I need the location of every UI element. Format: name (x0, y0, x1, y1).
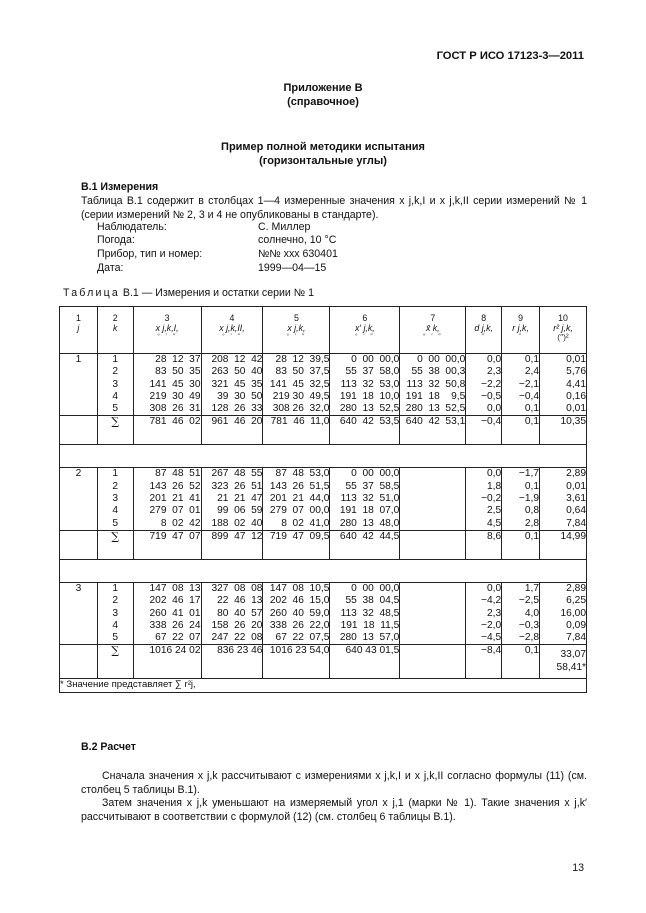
measurements-table (59, 306, 587, 693)
table-sum-row: ∑ 1016 24 02 836 23 46 1016 23 54,0 640 43 01,5 −8,4 0,1 33,07 58,41* (60, 645, 587, 679)
field-value: №№ xxx 630401 (258, 248, 338, 260)
field-label: Наблюдатель: (97, 221, 167, 233)
page-number: 13 (572, 862, 584, 874)
table-note: * Значение представляет ∑ r²j, (60, 679, 587, 692)
table-header-row (60, 307, 587, 354)
annex-heading (0, 82, 646, 110)
header-col-10: 10 r² j,k, (″)² (540, 307, 587, 354)
field-label: Прибор, тип и номер: (97, 248, 203, 260)
annex-title: Приложение В (283, 82, 363, 94)
header-col-7: 7 x̄ k, ° ′ ″ (400, 307, 466, 354)
section-b2-title: В.2 Расчет (81, 741, 136, 753)
table-caption-prefix: Таблица (63, 287, 120, 299)
header-col-4: 4 x j,k,II, ° ′ ″ (201, 307, 263, 354)
header-col-6: 6 x′ j,k, ° ′ ″ (330, 307, 400, 354)
header-col-1: 1 j (60, 307, 98, 354)
header-col-5: 5 x j,k, ° ′ ″ (263, 307, 330, 354)
section-b1-intro: Таблица В.1 содержит в столбцах 1—4 измеренные значения x j,k,I и x j,k,II серии измерений № 1 (серии измерений № 2, 3 и 4 не опубликованы в стандарте). (81, 195, 587, 221)
table-row: 3 1 2 3 4 5 147 08 13 202 46 17 260 41 01 338 26 24 67 22 07 327 08 08 22 46 13 80 40 57 158 26 20 247 22 08 147 08 10,5 202 46 15,0 260 40 59,0 338 26 22,0 67 22 07,5 0 00 00,0 55 38 04,5 113 32 48,5 191 18 11,5 280 13 57,0 0,0 −4,2 2,3 −2,0 −4,5 1,7 −2,5 4,0 −0,3 −2,8 2,89 6,25 16,00 0,09 7,84 (60, 582, 587, 644)
header-col-8: 8 d j,k, ″ (466, 307, 502, 354)
field-value: С. Миллер (258, 221, 311, 233)
table-row: 2 1 2 3 4 5 87 48 51 143 26 52 201 21 41 279 07 01 8 02 42 267 48 55 323 26 51 21 21 47 99 06 59 188 02 40 87 48 53,0 143 26 51,5 201 21 44,0 279 07 00,0 8 02 41,0 0 00 00,0 55 37 58,5 113 32 51,0 191 18 07,0 280 13 48,0 0,0 1,8 −0,2 2,5 4,5 −1,7 0,1 −1,9 0,8 2,8 2,89 0,01 3,61 0,64 7,84 (60, 468, 587, 530)
table-note-row (60, 679, 587, 692)
document-code: ГОСТ Р ИСО 17123-3—2011 (436, 50, 584, 62)
table-row: 1 1 2 3 4 5 28 12 37 83 50 35 141 45 30 219 30 49 308 26 31 208 12 42 263 50 40 321 45 35 39 30 50 128 26 33 28 12 39,5 83 50 37,5 141 45 32,5 219 30 49,5 308 26 32,0 0 00 00,0 55 37 58,0 113 32 53,0 191 18 10,0 280 13 52,5 0 00 00,0 55 38 00,3 113 32 50,8 191 18 9,5 280 13 52,5 0,0 2,3 −2,2 −0,5 0,0 0,1 2,4 −2,1 −0,4 0,1 0,01 5,76 4,41 0,16 0,01 (60, 354, 587, 416)
annex-subtitle: (справочное) (287, 95, 359, 108)
field-value: 1999—04—15 (258, 262, 327, 274)
header-col-9: 9 r j,k, ″ (502, 307, 540, 354)
table-caption-rest: В.1 — Измерения и остатки серии № 1 (119, 287, 314, 299)
example-title-line1: Пример полной методики испытания (221, 141, 425, 153)
header-col-2: 2 k (97, 307, 133, 354)
table-sum-row: ∑ 781 46 02 961 46 20 781 46 11,0 640 42 53,5 640 42 53,1 −0,4 0,1 10,35 (60, 416, 587, 445)
table-sum-row: ∑ 719 47 07 899 47 12 719 47 09,5 640 42 44,5 8,6 0,1 14,99 (60, 530, 587, 559)
section-b2-paragraph-1: Сначала значения x j,k рассчитывают с измерениями x j,k,I и x j,k,II согласно формулы (11) (см. столбец 5 таблицы В.1). (81, 770, 587, 796)
example-heading (0, 141, 646, 169)
table-gap-row (60, 559, 587, 582)
header-col-3: 3 x j,k,I, ° ′ ″ (133, 307, 201, 354)
field-label: Дата: (97, 262, 124, 274)
table-gap-row (60, 445, 587, 468)
field-value: солнечно, 10 °C (258, 234, 337, 246)
example-title-line2: (горизонтальные углы) (259, 154, 387, 167)
table-caption (63, 287, 314, 301)
field-label: Погода: (97, 234, 135, 246)
section-b2-paragraph-2: Затем значения x j,k уменьшают на измеряемый угол x j,1 (марки № 1). Такие значения x j,k′ рассчитывают в соответствии с формулой (12) (см. столбец 6 таблицы В.1). (81, 797, 587, 823)
section-b1-title: В.1 Измерения (81, 181, 159, 193)
